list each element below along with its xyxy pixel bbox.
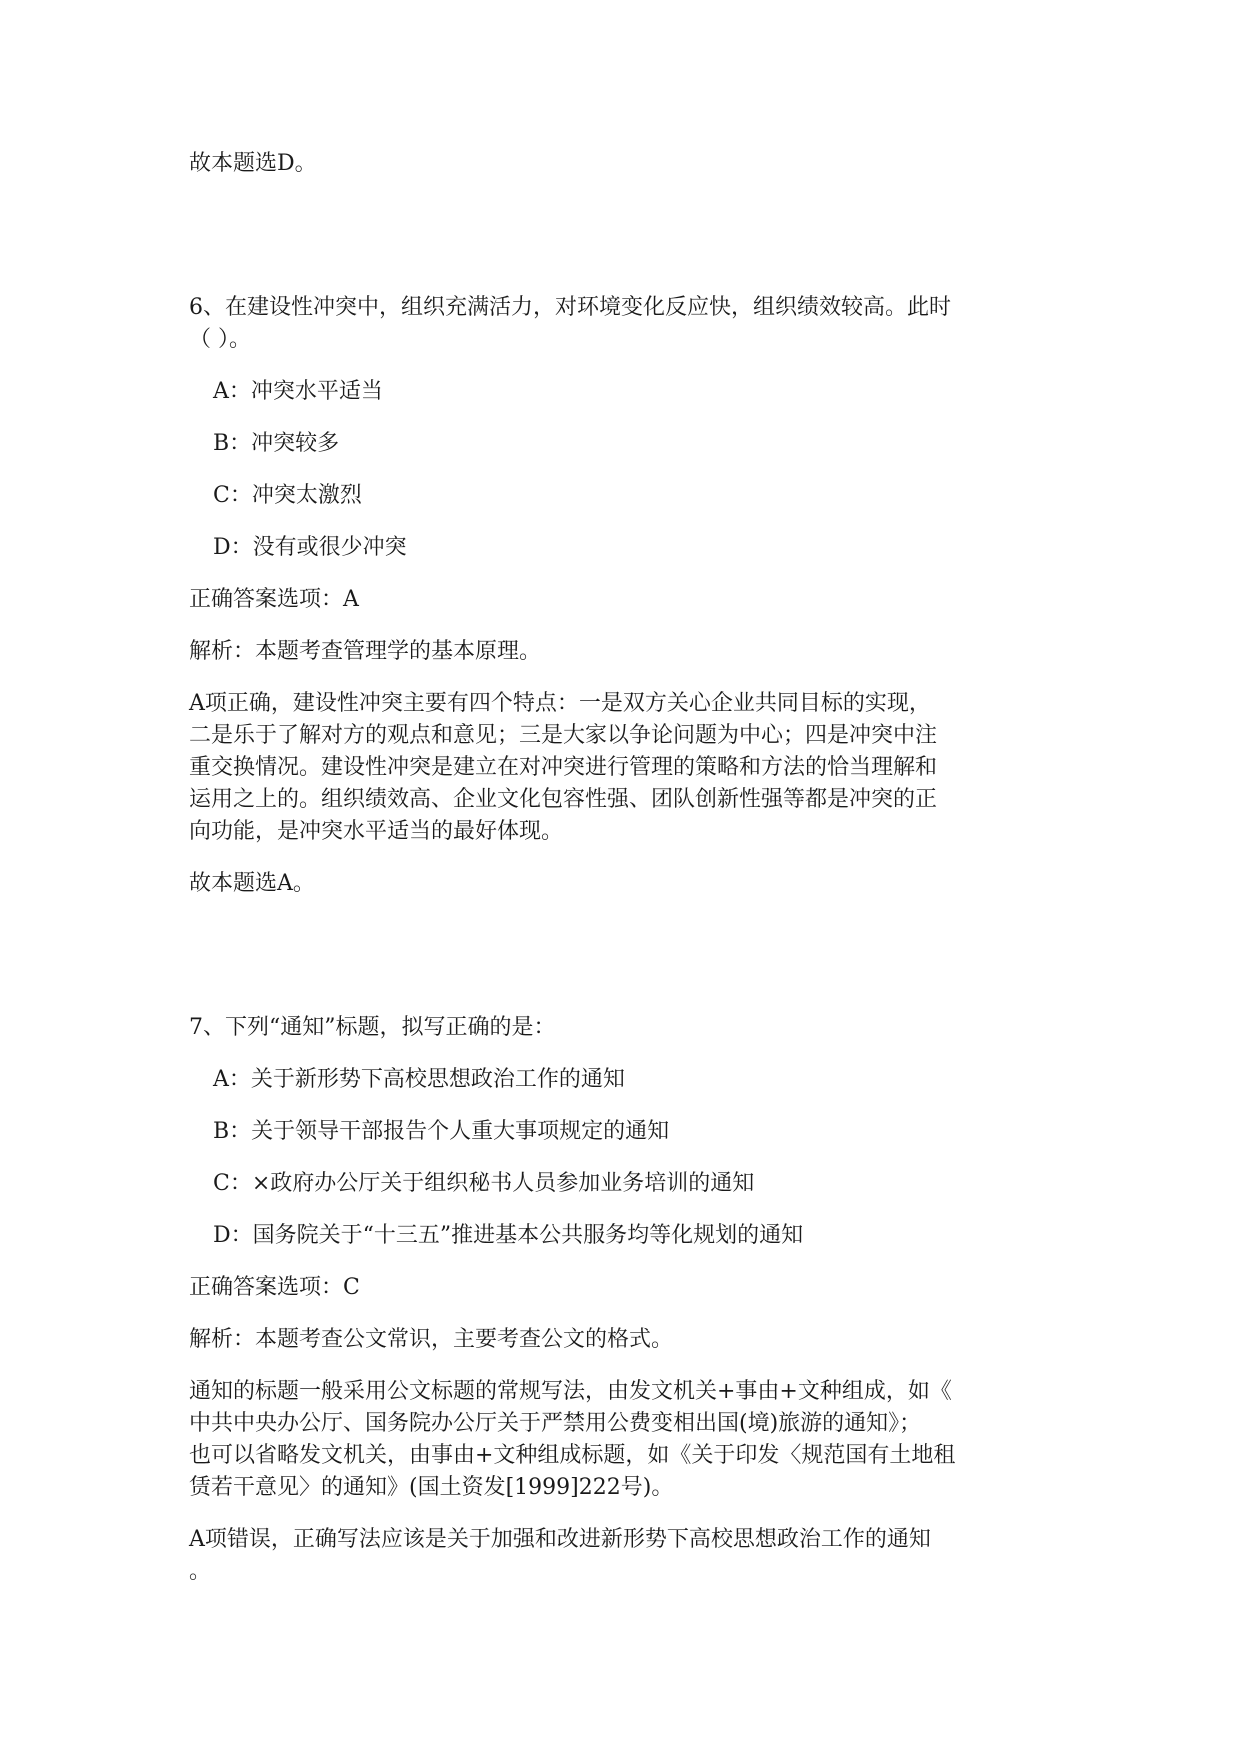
question-7 xyxy=(189,1012,1059,1588)
previous-conclusion: 故本题选D。 xyxy=(189,151,317,176)
question-7-explanation-line: 赁若干意见〉的通知》(国土资发[1999]222号)。 xyxy=(189,1475,674,1500)
question-6-analysis: 解析：本题考查管理学的基本原理。 xyxy=(189,639,542,664)
question-6-option-c: C：冲突太激烈 xyxy=(213,483,362,508)
question-7-note-line: 。 xyxy=(189,1559,212,1584)
question-6-option-d: D：没有或很少冲突 xyxy=(213,535,407,560)
question-6-explanation-line: A项正确，建设性冲突主要有四个特点：一是双方关心企业共同目标的实现， xyxy=(189,691,931,716)
document-page xyxy=(189,148,1059,1588)
question-6-option-b: B：冲突较多 xyxy=(213,431,340,456)
question-7-explanation xyxy=(189,1376,1059,1504)
question-7-answer: 正确答案选项：C xyxy=(189,1275,360,1300)
question-7-note-line: A项错误，正确写法应该是关于加强和改进新形势下高校思想政治工作的通知 xyxy=(189,1527,931,1552)
question-7-explanation-line: 中共中央办公厅、国务院办公厅关于严禁用公费变相出国(境)旅游的通知》； xyxy=(189,1411,922,1436)
question-7-analysis: 解析：本题考查公文常识，主要考查公文的格式。 xyxy=(189,1327,674,1352)
question-7-option-b: B：关于领导干部报告个人重大事项规定的通知 xyxy=(213,1119,670,1144)
question-7-option-a: A：关于新形势下高校思想政治工作的通知 xyxy=(213,1067,625,1092)
question-6-explanation xyxy=(189,688,1059,848)
question-6-explanation-line: 向功能，是冲突水平适当的最好体现。 xyxy=(189,819,564,844)
question-6-explanation-line: 运用之上的。组织绩效高、企业文化包容性强、团队创新性强等都是冲突的正 xyxy=(189,787,938,812)
question-6-conclusion: 故本题选A。 xyxy=(189,871,315,896)
question-6 xyxy=(189,292,1059,900)
question-6-stem-line-2: （ ）。 xyxy=(189,327,251,352)
question-7-explanation-line: 也可以省略发文机关，由事由+文种组成标题，如《关于印发〈规范国有土地租 xyxy=(189,1443,956,1468)
question-6-answer: 正确答案选项：A xyxy=(189,587,359,612)
question-6-explanation-line: 重交换情况。建设性冲突是建立在对冲突进行管理的策略和方法的恰当理解和 xyxy=(189,755,938,780)
question-6-stem-line-1: 6、在建设性冲突中，组织充满活力，对环境变化反应快，组织绩效较高。此时 xyxy=(189,295,951,320)
question-6-explanation-line: 二是乐于了解对方的观点和意见；三是大家以争论问题为中心；四是冲突中注 xyxy=(189,723,938,748)
question-7-option-c: C：×政府办公厅关于组织秘书人员参加业务培训的通知 xyxy=(213,1171,755,1196)
question-7-option-d: D：国务院关于“十三五”推进基本公共服务均等化规划的通知 xyxy=(213,1223,804,1248)
question-7-option-a-note xyxy=(189,1524,1059,1588)
question-7-stem: 7、下列“通知”标题，拟写正确的是： xyxy=(189,1015,556,1040)
question-7-explanation-line: 通知的标题一般采用公文标题的常规写法，由发文机关+事由+文种组成，如《 xyxy=(189,1379,952,1404)
question-6-option-a: A：冲突水平适当 xyxy=(213,379,383,404)
